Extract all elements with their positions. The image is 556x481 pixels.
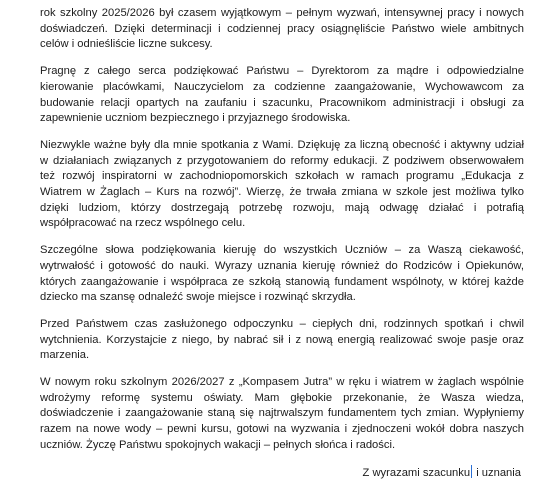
closing-line: [40, 465, 524, 481]
paragraph-3: Niezwykle ważne były dla mnie spotkania z Wami. Dziękuję za liczną obecność i aktywny udział w działaniach związanych z przygotowaniem do reformy edukacji. Z podziwem obserwowałem też rozwój inspiratorni w zachodniopomorskich szkołach w ramach programu „Edukacja z Wiatrem w Żaglach – Kurs na rozwój”. Wierzę, że trwała zmiana w szkole jest możliwa tylko dzięki ludziom, którzy dostrzegają potrzebę rozwoju, mają odwagę działać i potrafią współpracować na rzecz wspólnego celu.: [40, 138, 524, 230]
closing-text-start: Z wyrazami szacunku: [362, 466, 471, 479]
paragraph-5: Przed Państwem czas zasłużonego odpoczynku – ciepłych dni, rodzinnych spotkań i chwil wytchnienia. Korzystajcie z niego, by nabrać sił i z nową energią realizować swoje pasje oraz marzenia.: [40, 317, 524, 362]
paragraph-1: rok szkolny 2025/2026 był czasem wyjątkowym – pełnym wyzwań, intensywnej pracy i nowych doświadczeń. Dzięki determinacji i codziennej pracy osiągnęliście Państwo wiele ambitnych celów i odnieśliście liczne sukcesy.: [40, 7, 524, 51]
document-body[interactable]: [40, 6, 524, 481]
text-cursor[interactable]: [471, 465, 472, 478]
paragraph-2: Pragnę z całego serca podziękować Państwu – Dyrektorom za mądre i odpowiedzialne kierowanie placówkami, Nauczycielom za codzienne zaangażowanie, Wychowawcom za budowanie relacji opartych na zaufaniu i szacunku, Pracownikom administracji i obsługi za zapewnienie uczniom bezpiecznego i przyjaznego środowiska.: [40, 65, 524, 125]
paragraph-6: W nowym roku szkolnym 2026/2027 z „Kompasem Jutra” w ręku i wiatrem w żaglach wspólnie wdrożymy reformę systemu oświaty. Mam głębokie przekonanie, że Wasza wiedza, doświadczenie i zaangażowanie staną się najtrwalszym fundamentem tych zmian. Wypłyniemy razem na nowe wody – pewni kursu, gotowi na wyzwania i zjednoczeni wokół dobra naszych uczniów. Życzę Państwu spokojnych wakacji – pełnych słońca i radości.: [40, 376, 524, 451]
closing-text-end: i uznania: [473, 466, 521, 479]
paragraph-4: Szczególne słowa podziękowania kieruję do wszystkich Uczniów – za Waszą ciekawość, wytrwałość i gotowość do nauki. Wyrazy uznania kieruję również do Rodziców i Opiekunów, których zaangażowanie i współpraca ze szkołą stanowią fundament wspólnoty, w której każde dziecko ma szansę odnaleźć swoje miejsce i rozwinąć skrzydła.: [40, 244, 524, 304]
